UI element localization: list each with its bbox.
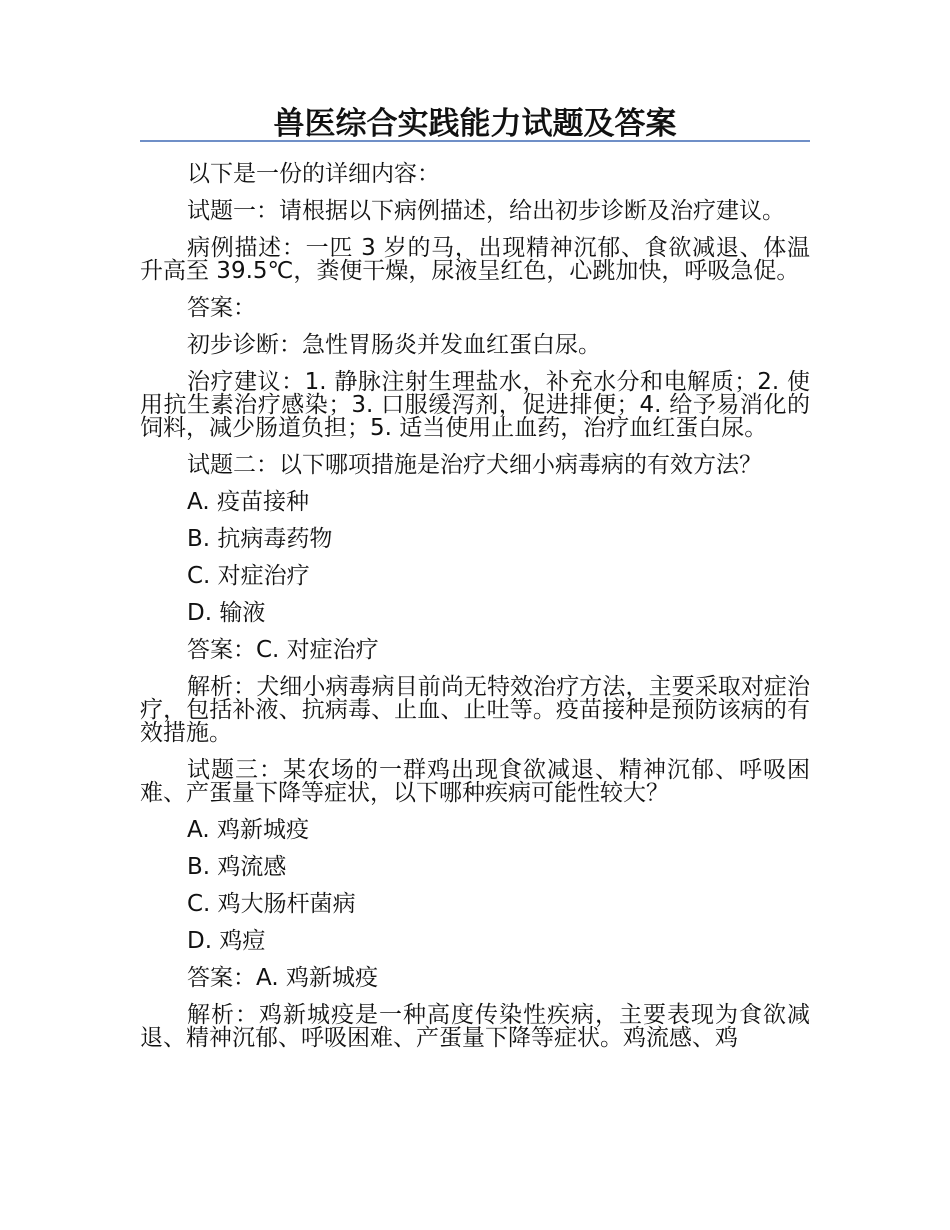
q2-option-d: D. 输液 [187,600,266,626]
preliminary-diagnosis: 初步诊断：急性胃肠炎并发血红蛋白尿。 [187,332,601,358]
document-body [140,156,810,1057]
q3-answer: 答案：A. 鸡新城疫 [187,965,378,991]
title-underline [140,140,810,142]
q2-option-b: B. 抗病毒药物 [187,526,333,552]
q2-option-c: C. 对症治疗 [187,563,310,589]
question-3: 试题三：某农场的一群鸡出现食欲减退、精神沉郁、呼吸困难、产蛋量下降等症状，以下哪种疾病可能性较大？ [140,757,810,806]
answer-label: 答案： [187,295,256,321]
question-1: 试题一：请根据以下病例描述，给出初步诊断及治疗建议。 [187,198,785,224]
intro-paragraph: 以下是一份的详细内容： [187,161,440,187]
q2-option-a: A. 疫苗接种 [187,489,309,515]
q2-explanation: 解析：犬细小病毒病目前尚无特效治疗方法，主要采取对症治疗，包括补液、抗病毒、止血、止吐等。疫苗接种是预防该病的有效措施。 [140,674,810,746]
q3-option-c: C. 鸡大肠杆菌病 [187,891,356,917]
treatment-advice: 治疗建议：1. 静脉注射生理盐水，补充水分和电解质；2. 使用抗生素治疗感染；3. 口服缓泻剂，促进排便；4. 给予易消化的饲料，减少肠道负担；5. 适当使用止血药，治疗血红蛋白尿。 [140,369,810,441]
page-title: 兽医综合实践能力试题及答案 [273,106,677,142]
question-2: 试题二：以下哪项措施是治疗犬细小病毒病的有效方法？ [187,452,762,478]
q2-answer: 答案：C. 对症治疗 [187,637,379,663]
q3-option-d: D. 鸡痘 [187,928,266,954]
q3-option-a: A. 鸡新城疫 [187,817,309,843]
q3-option-b: B. 鸡流感 [187,854,287,880]
case-description: 病例描述：一匹 3 岁的马，出现精神沉郁、食欲减退、体温升高至 39.5℃，粪便干燥，尿液呈红色，心跳加快，呼吸急促。 [140,235,810,284]
q3-explanation: 解析：鸡新城疫是一种高度传染性疾病，主要表现为食欲减退、精神沉郁、呼吸困难、产蛋量下降等症状。鸡流感、鸡 [140,1002,810,1051]
